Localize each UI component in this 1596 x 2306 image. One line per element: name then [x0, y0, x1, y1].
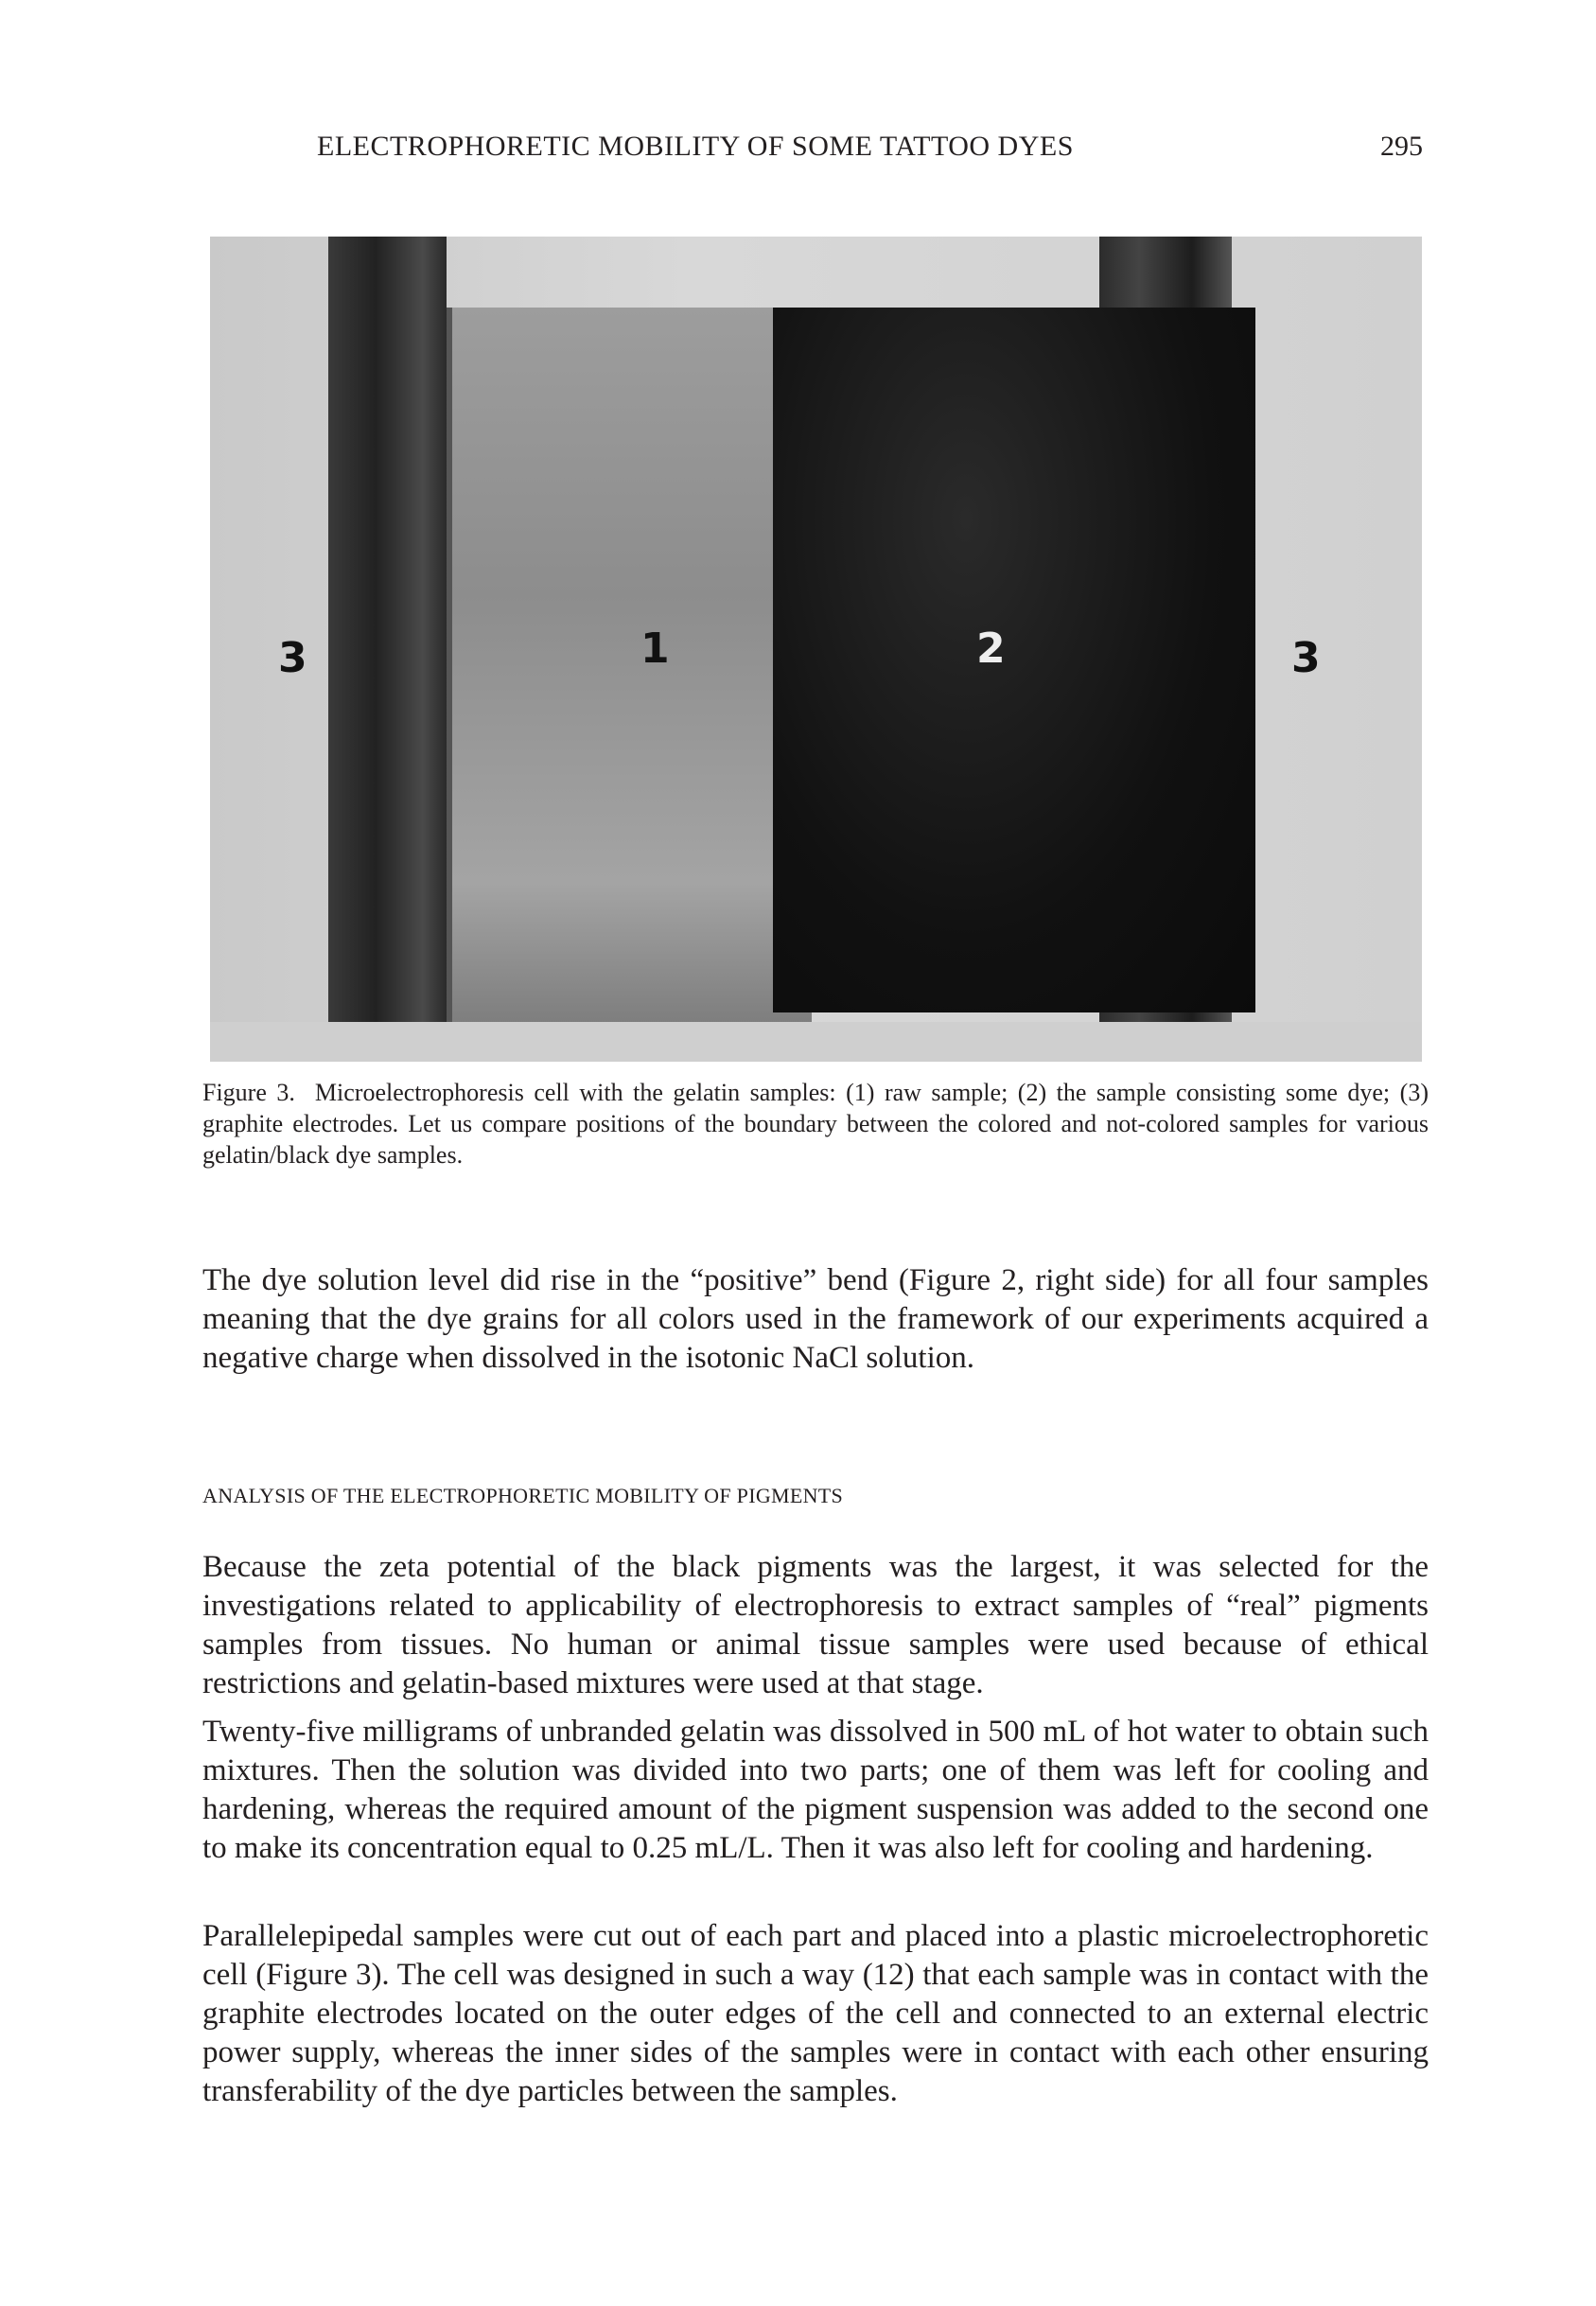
figure-caption [202, 1077, 1429, 1171]
cell-base [210, 1022, 1422, 1062]
label-sample-dye: 2 [976, 625, 1006, 673]
caption-label: Figure 3. [202, 1079, 295, 1106]
dyed-gelatin-sample [773, 308, 1255, 1012]
label-sample-raw: 1 [640, 625, 670, 673]
running-title: ELECTROPHORETIC MOBILITY OF SOME TATTOO DYES [317, 131, 1074, 162]
paragraph: Because the zeta potential of the black pigments was the largest, it was selected for the investigations related to applicability of electrophoresis to extract samples of “real” pigments samples from tissues. No human or animal tissue samples were used because of ethical restrictions and gelatin-based mixtures were used at that stage. [202, 1550, 1429, 1700]
page-number: 295 [1380, 131, 1423, 162]
label-electrode-right: 3 [1291, 634, 1321, 682]
graphite-electrode-left [328, 237, 447, 1022]
paragraph: The dye solution level did rise in the “positive” bend (Figure 2, right side) for all four samples meaning that the dye grains for all colors used in the framework of our experiments acquired a negative charge when dissolved in the isotonic NaCl solution. [202, 1263, 1429, 1375]
section-heading: ANALYSIS OF THE ELECTROPHORETIC MOBILITY OF PIGMENTS [202, 1484, 844, 1507]
paragraph: Twenty-five milligrams of unbranded gelatin was dissolved in 500 mL of hot water to obtain such mixtures. Then the solution was divided into two parts; one of them was left for cooling and hardening, whereas the required amount of the pigment suspension was added to the second one to make its concentration equal to 0.25 mL/L. Then it was also left for cooling and hardening. [202, 1715, 1429, 1865]
label-electrode-left: 3 [278, 634, 307, 682]
caption-text: Microelectrophoresis cell with the gelatin samples: (1) raw sample; (2) the sample consisting some dye; (3) graphite electrodes. Let us compare positions of the boundary between the colored and not-colored samples for various gelatin/black dye samples. [202, 1079, 1429, 1169]
paragraph: Parallelepipedal samples were cut out of each part and placed into a plastic microelectrophoretic cell (Figure 3). The cell was designed in such a way (12) that each sample was in contact with the graphite electrodes located on the outer edges of the cell and connected to an external electric power supply, whereas the inner sides of the samples were in contact with each other ensuring transferability of the dye particles between the samples. [202, 1919, 1429, 2108]
raw-gelatin-sample [447, 308, 812, 1027]
figure-3-photo [210, 237, 1422, 1062]
